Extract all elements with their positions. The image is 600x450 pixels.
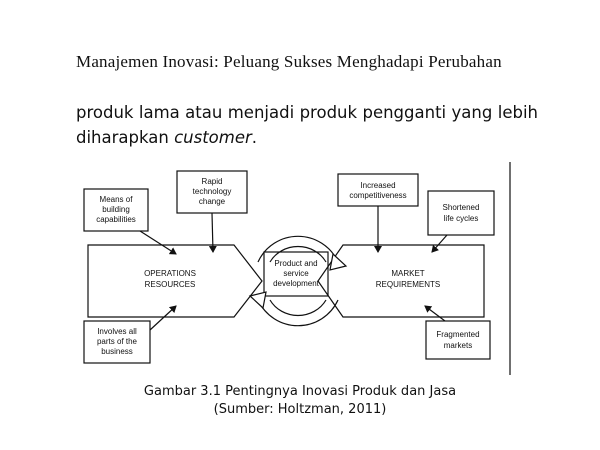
product-label: Product and service development — [273, 259, 319, 288]
involves-arrow — [150, 306, 176, 330]
means-label: Means of building capabilities — [96, 195, 136, 224]
increased-label: Increased competitiveness — [349, 181, 407, 200]
cycle-arrow-bottom — [258, 300, 338, 326]
rapid-arrow — [212, 213, 213, 252]
fragmented-label: Fragmented markets — [436, 330, 480, 350]
fragmented-arrow — [425, 306, 445, 321]
shortened-arrow — [432, 235, 447, 252]
cycle-arrow-bottom-inner — [270, 300, 326, 315]
body-line-1: produk lama atau menjadi produk pengganti yang lebih — [76, 103, 538, 122]
cycle-arrowhead-bottom — [250, 292, 266, 308]
shortened-label: Shortened life cycles — [442, 203, 480, 223]
figure-caption: Gambar 3.1 Pentingnya Inovasi Produk dan Jasa — [143, 384, 457, 399]
means-arrow — [140, 231, 176, 254]
body-line-2-text: diharapkan — [76, 128, 175, 147]
involves-label: Involves all parts of the business — [96, 327, 138, 356]
increased-box — [338, 174, 418, 206]
market-label: MARKET REQUIREMENTS — [375, 269, 441, 289]
cycle-arrowhead-top — [330, 254, 346, 270]
figure-source: (Sumber: Holtzman, 2011) — [213, 402, 387, 417]
shortened-box — [428, 191, 494, 235]
body-line-2-period: . — [251, 128, 258, 147]
rapid-label: Rapid technology change — [192, 177, 232, 206]
operations-label: OPERATIONS RESOURCES — [144, 269, 196, 289]
fragmented-box — [426, 321, 490, 359]
body-line-2-italic: customer — [174, 128, 252, 147]
running-header: Manajemen Inovasi: Peluang Sukses Menghadapi Perubahan — [76, 52, 502, 71]
